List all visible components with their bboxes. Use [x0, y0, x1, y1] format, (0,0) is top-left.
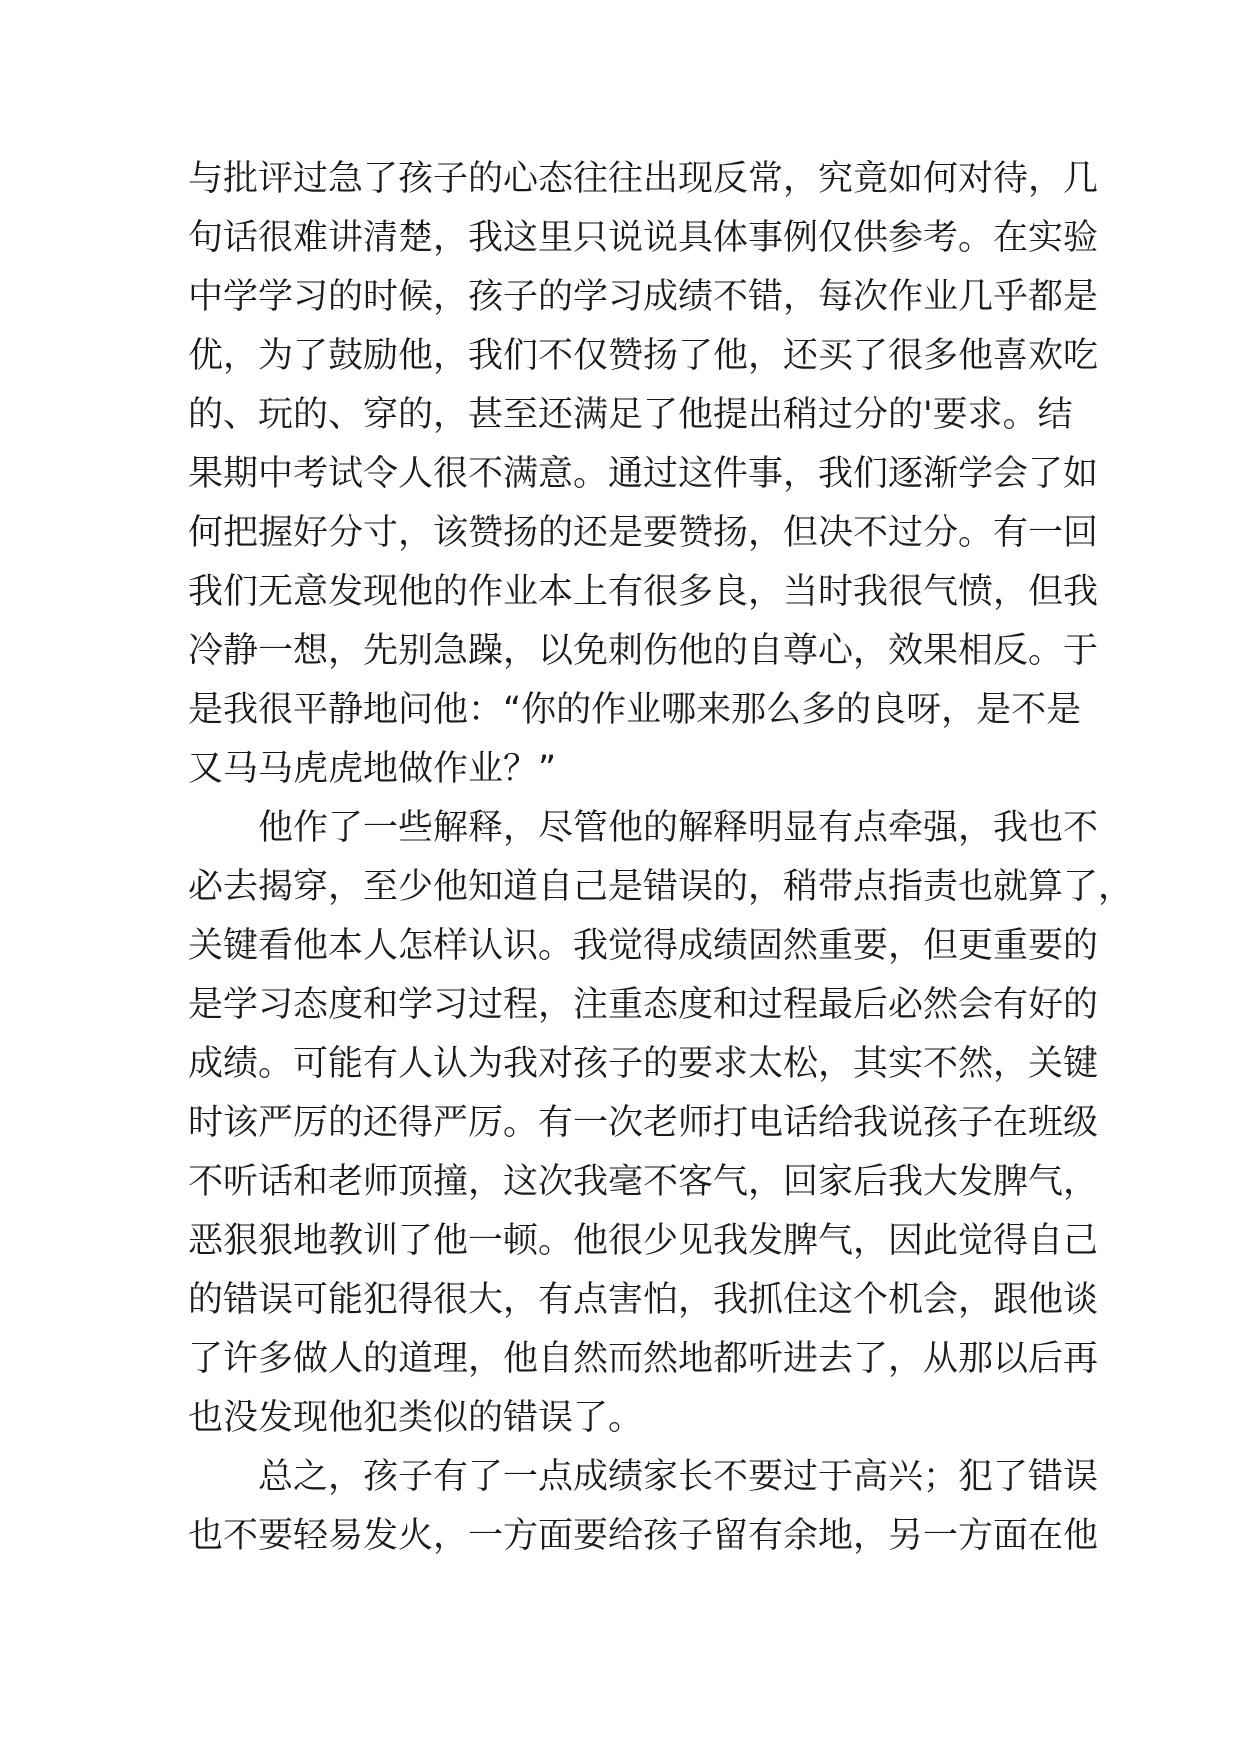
text-line: 时该严厉的还得严厉。有一次老师打电话给我说孩子在班级 — [188, 1103, 1099, 1143]
text-line: 的、玩的、穿的，甚至还满足了他提出稍过分的'要求。结 — [188, 395, 1073, 435]
text-line: 优，为了鼓励他，我们不仅赞扬了他，还买了很多他喜欢吃 — [188, 336, 1099, 376]
text-line: 与批评过急了孩子的心态往往出现反常，究竟如何对待，几 — [188, 159, 1099, 199]
paragraph-2 — [188, 799, 1134, 1448]
text-line: 的错误可能犯得很大，有点害怕，我抓住这个机会，跟他谈 — [188, 1280, 1099, 1320]
text-line: 恶狠狠地教训了他一顿。他很少见我发脾气，因此觉得自己 — [188, 1221, 1099, 1261]
text-line: 果期中考试令人很不满意。通过这件事，我们逐渐学会了如 — [188, 454, 1099, 494]
document-body — [188, 150, 1134, 1566]
text-line: 何把握好分寸，该赞扬的还是要赞扬，但决不过分。有一回 — [188, 513, 1099, 553]
text-line: 他作了一些解释，尽管他的解释明显有点牵强，我也不 — [258, 808, 1099, 848]
text-line: 又马马虎虎地做作业？” — [188, 749, 557, 789]
text-line: 是学习态度和学习过程，注重态度和过程最后必然会有好的 — [188, 985, 1099, 1025]
text-line: 也没发现他犯类似的错误了。 — [188, 1398, 644, 1438]
text-line: 中学学习的时候，孩子的学习成绩不错，每次作业几乎都是 — [188, 277, 1099, 317]
text-line: 句话很难讲清楚，我这里只说说具体事例仅供参考。在实验 — [188, 218, 1099, 258]
text-line: 必去揭穿，至少他知道自己是错误的，稍带点指责也就算了， — [188, 867, 1134, 907]
paragraph-3 — [188, 1448, 1099, 1566]
text-line: 也不要轻易发火，一方面要给孩子留有余地，另一方面在他 — [188, 1516, 1099, 1556]
text-line: 成绩。可能有人认为我对孩子的要求太松，其实不然，关键 — [188, 1044, 1099, 1084]
text-line: 是我很平静地问他：“你的作业哪来那么多的良呀，是不是 — [188, 690, 1082, 730]
text-line: 了许多做人的道理，他自然而然地都听进去了，从那以后再 — [188, 1339, 1099, 1379]
text-line: 我们无意发现他的作业本上有很多良，当时我很气愤，但我 — [188, 572, 1099, 612]
paragraph-1 — [188, 150, 1099, 799]
text-line: 总之，孩子有了一点成绩家长不要过于高兴；犯了错误 — [258, 1457, 1099, 1497]
text-line: 冷静一想，先别急躁，以免刺伤他的自尊心，效果相反。于 — [188, 631, 1099, 671]
text-line: 关键看他本人怎样认识。我觉得成绩固然重要，但更重要的 — [188, 926, 1099, 966]
text-line: 不听话和老师顶撞，这次我毫不客气，回家后我大发脾气， — [188, 1162, 1099, 1202]
